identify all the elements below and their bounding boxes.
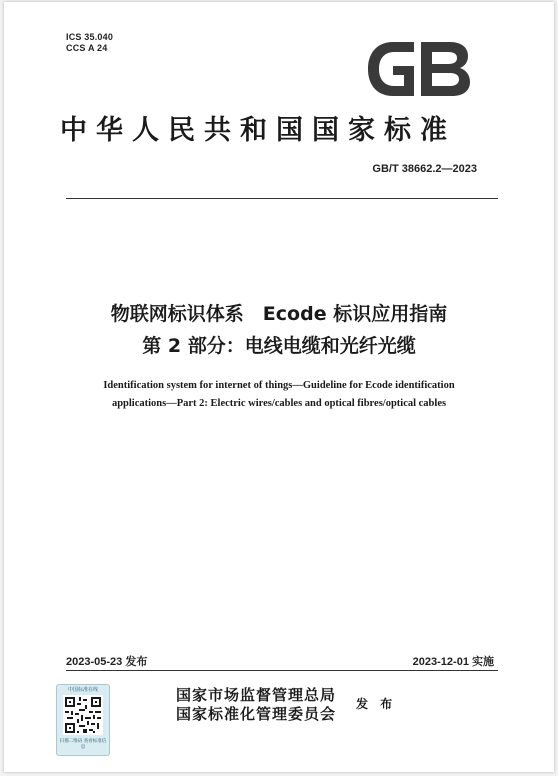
english-title-line-2: applications—Part 2: Electric wires/cables and optical fibres/optical cables <box>111 398 447 409</box>
gb-logo <box>366 40 472 98</box>
english-title <box>4 377 554 413</box>
bottom-divider <box>66 670 498 671</box>
top-divider <box>66 198 498 199</box>
issuing-authorities <box>176 686 336 724</box>
issue-label: 发 布 <box>356 697 397 711</box>
qr-label: 中国标准在线 <box>67 687 98 693</box>
ics-code: ICS 35.040 <box>66 32 114 42</box>
qr-footer-text: 扫描二维码 查看标准信息 <box>59 739 107 750</box>
publish-date: 2023-05-23 发布 <box>66 656 148 668</box>
ccs-code: CCS A 24 <box>66 43 108 53</box>
chinese-title-line-1: 物联网标识体系 Ecode 标识应用指南 <box>110 303 448 325</box>
chinese-title-line-2: 第 2 部分：电线电缆和光纤光缆 <box>142 335 416 357</box>
classification-codes <box>66 32 113 54</box>
chinese-title <box>4 298 554 362</box>
implementation-date: 2023-12-01 实施 <box>412 656 494 668</box>
national-standard-title: 中华人民共和国国家标准 <box>60 115 456 146</box>
standard-cover-page <box>4 2 554 772</box>
standard-number: GB/T 38662.2—2023 <box>372 163 477 175</box>
issuer-line-2: 国家标准化管理委员会 <box>176 705 337 723</box>
issuer-line-1: 国家市场监督管理总局 <box>176 686 337 704</box>
qr-code-icon <box>63 695 103 735</box>
qr-code-sticker[interactable] <box>56 684 110 756</box>
english-title-line-1: Identification system for internet of things—Guideline for Ecode identification <box>103 380 455 391</box>
